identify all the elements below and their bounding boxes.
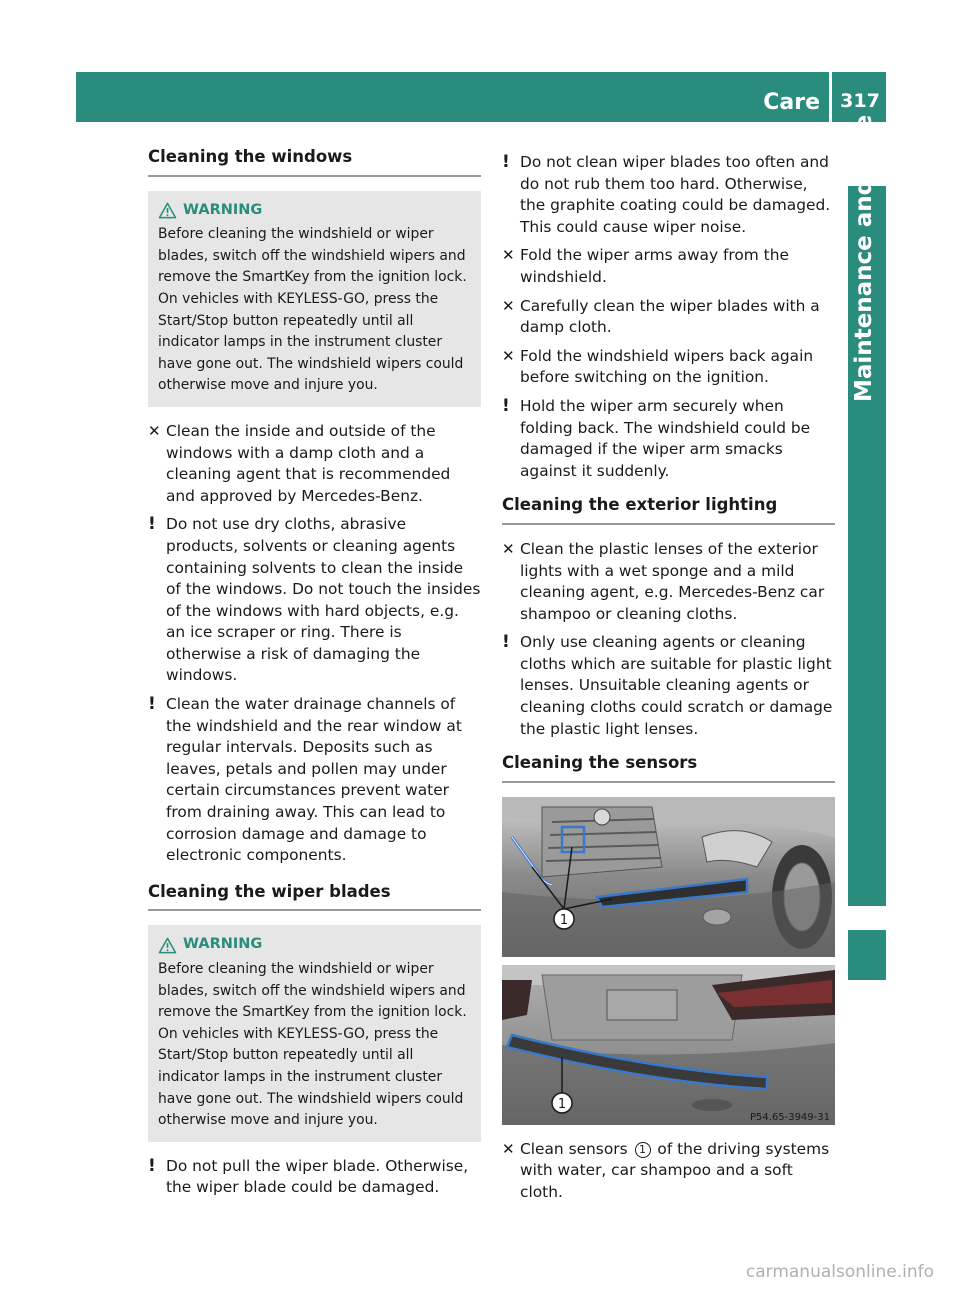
- instruction-step: [502, 346, 835, 389]
- step-text: Clean the inside and outside of the windows with a damp cloth and a cleaning agent that is recommended and approved by Mercedes-Benz.: [166, 421, 451, 505]
- step-arrow-icon: ✕: [502, 346, 515, 365]
- caution-icon: !: [502, 632, 510, 653]
- caution-note: [502, 152, 835, 238]
- rear-bumper-sensor-illustration: [502, 965, 835, 1125]
- instruction-step: [502, 539, 835, 625]
- instruction-step: [148, 421, 481, 507]
- right-column: [502, 152, 835, 1211]
- caution-icon: !: [148, 514, 156, 535]
- step-arrow-icon: ✕: [148, 421, 161, 440]
- step-text: Clean the plastic lenses of the exterior lights with a wet sponge and a mild cleaning agent, e.g. Mercedes-Benz car shampoo or cleaning cloths.: [520, 539, 825, 623]
- caution-note: [502, 632, 835, 740]
- front-bumper-sensor-illustration: [502, 797, 835, 957]
- caution-note: [502, 396, 835, 482]
- step-arrow-icon: ✕: [502, 1139, 515, 1158]
- note-text: Hold the wiper arm securely when folding back. The windshield could be damaged if the wiper arm smacks against it suddenly.: [520, 396, 811, 480]
- watermark: carmanualsonline.info: [745, 1262, 934, 1282]
- step-arrow-icon: ✕: [502, 246, 515, 265]
- warning-title: WARNING: [183, 936, 263, 953]
- section-title-exterior-lighting: Cleaning the exterior lighting: [502, 494, 835, 525]
- warning-heading: [158, 200, 473, 222]
- step-text: Carefully clean the wiper blades with a damp cloth.: [520, 296, 820, 337]
- note-text: Clean the water drainage channels of the windshield and the rear window at regular intervals. Deposits such as leaves, petals and pollen may under certain circumstances prevent water from draining away. This can lead to corrosion damage and damage to electronic components.: [166, 695, 462, 865]
- front-callout-label: 1: [559, 912, 569, 928]
- step-text-after: of the driving systems with water, car shampoo and a soft cloth.: [520, 1139, 830, 1202]
- side-tab-label: Maintenance and care: [851, 114, 877, 402]
- caution-icon: !: [502, 395, 510, 416]
- warning-triangle-icon: [158, 202, 177, 219]
- warning-box-wipers: [148, 925, 481, 1141]
- caution-icon: !: [148, 694, 156, 715]
- instruction-step: [502, 245, 835, 288]
- step-text: Fold the wiper arms away from the windshield.: [520, 246, 789, 286]
- header-divider: [829, 72, 832, 122]
- warning-heading: [158, 934, 473, 956]
- step-arrow-icon: ✕: [502, 539, 515, 558]
- step-arrow-icon: ✕: [502, 296, 515, 315]
- instruction-step: [502, 296, 835, 339]
- caution-note: [148, 694, 481, 867]
- rear-callout-label: 1: [557, 1096, 567, 1112]
- warning-text: Before cleaning the windshield or wiper blades, switch off the windshield wipers and remove the SmartKey from the ignition lock. On vehicles with KEYLESS-GO, press the Start/Stop button repeatedly until all indicator lamps in the instrument cluster have gone out. The windshield wipers could otherwise move and injure you.: [158, 961, 467, 1129]
- section-title-windows: Cleaning the windows: [148, 146, 481, 177]
- warning-box-windows: [148, 191, 481, 407]
- callout-reference: 1: [635, 1142, 651, 1158]
- note-text: Do not pull the wiper blade. Otherwise, the wiper blade could be damaged.: [166, 1156, 469, 1197]
- note-text: Do not clean wiper blades too often and do not rub them too hard. Otherwise, the graphite coating could be damaged. This could cause wiper noise.: [520, 153, 831, 236]
- page-number: 317: [840, 90, 880, 112]
- caution-note: [148, 514, 481, 687]
- note-text: Do not use dry cloths, abrasive products, solvents or cleaning agents containing solvents to clean the inside of the windows. Do not touch the insides of the windows with hard objects, e.g. an ice scraper or ring. There is otherwise a risk of damaging the windows.: [166, 515, 481, 685]
- step-text: Fold the windshield wipers back again before switching on the ignition.: [520, 346, 814, 387]
- warning-triangle-icon: [158, 937, 177, 954]
- caution-icon: !: [148, 1155, 156, 1176]
- step-text-before: Clean sensors: [520, 1139, 628, 1158]
- section-title-wiper-blades: Cleaning the wiper blades: [148, 881, 481, 912]
- note-text: Only use cleaning agents or cleaning cloths which are suitable for plastic light lenses. Unsuitable cleaning agents or cleaning cloths could scratch or damage the plastic light lenses.: [520, 633, 833, 738]
- warning-title: WARNING: [183, 201, 263, 218]
- left-column: [148, 146, 481, 1206]
- header-section-title: Care: [763, 90, 820, 115]
- section-title-sensors: Cleaning the sensors: [502, 752, 835, 783]
- caution-note: [148, 1156, 481, 1199]
- figure-code: P54.65-3949-31: [749, 1111, 830, 1123]
- warning-text: Before cleaning the windshield or wiper blades, switch off the windshield wipers and remove the SmartKey from the ignition lock. On vehicles with KEYLESS-GO, press the Start/Stop button repeatedly until all indicator lamps in the instrument cluster have gone out. The windshield wipers could otherwise move and injure you.: [158, 226, 467, 394]
- caution-icon: !: [502, 152, 510, 172]
- side-tab-marker: [848, 930, 886, 980]
- instruction-step: [502, 1139, 835, 1204]
